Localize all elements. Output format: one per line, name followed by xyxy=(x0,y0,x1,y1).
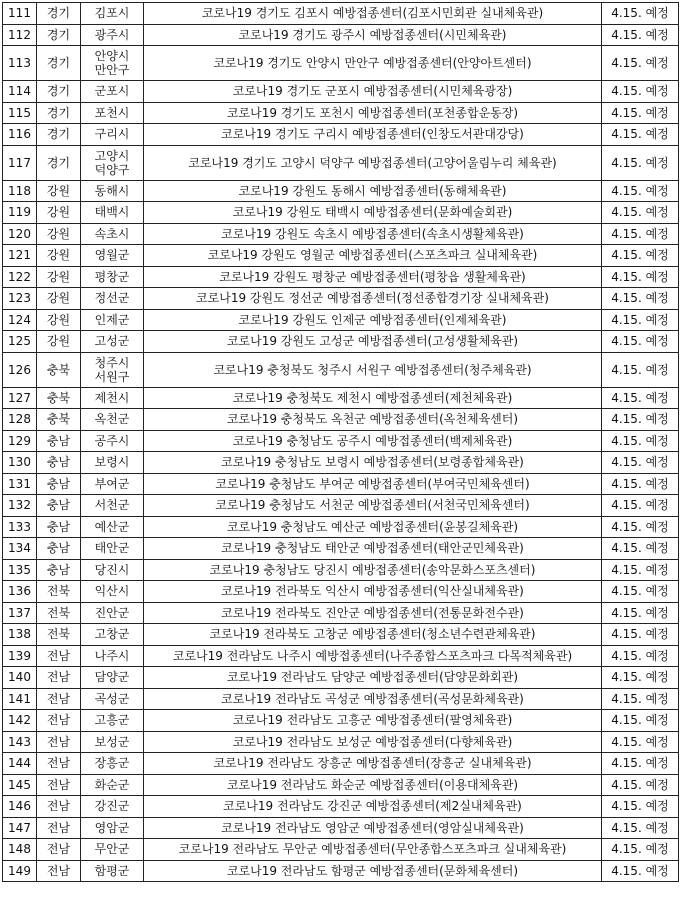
region-cell: 충북 xyxy=(37,352,81,387)
table-row xyxy=(3,124,679,146)
open-date-cell: 4.15. 예정 xyxy=(602,624,679,646)
region-cell: 경기 xyxy=(37,124,81,146)
table-row xyxy=(3,753,679,775)
table-row xyxy=(3,796,679,818)
region-cell: 경기 xyxy=(37,3,81,25)
table-row xyxy=(3,839,679,861)
center-name-cell: 코로나19 전라남도 영암군 예방접종센터(영암실내체육관) xyxy=(144,817,602,839)
city-cell xyxy=(81,180,144,202)
city-name: 공주시 xyxy=(94,433,130,448)
center-name-cell: 코로나19 충청남도 서천군 예방접종센터(서천국민체육센터) xyxy=(144,495,602,517)
center-name-cell: 코로나19 충청남도 보령시 예방접종센터(보령종합체육관) xyxy=(144,452,602,474)
city-name: 예산군 xyxy=(94,519,130,534)
table-row xyxy=(3,352,679,387)
table-row xyxy=(3,624,679,646)
region-cell: 충북 xyxy=(37,409,81,431)
row-number: 121 xyxy=(3,245,37,267)
city-cell xyxy=(81,24,144,46)
table-row xyxy=(3,581,679,603)
row-number: 131 xyxy=(3,473,37,495)
city-name: 영월군 xyxy=(94,248,130,263)
row-number: 138 xyxy=(3,624,37,646)
region-cell: 경기 xyxy=(37,81,81,103)
open-date-cell: 4.15. 예정 xyxy=(602,688,679,710)
table-row xyxy=(3,473,679,495)
city-name: 광주시 xyxy=(94,27,130,42)
city-name: 익산시 xyxy=(94,584,130,599)
city-cell xyxy=(81,796,144,818)
city-name: 장흥군 xyxy=(94,756,130,771)
city-cell xyxy=(81,667,144,689)
table-row xyxy=(3,538,679,560)
table-row xyxy=(3,409,679,431)
city-cell xyxy=(81,266,144,288)
open-date-cell: 4.15. 예정 xyxy=(602,731,679,753)
center-name-cell: 코로나19 충청남도 부여군 예방접종센터(부여국민체육센터) xyxy=(144,473,602,495)
open-date-cell: 4.15. 예정 xyxy=(602,710,679,732)
row-number: 128 xyxy=(3,409,37,431)
city-cell xyxy=(81,581,144,603)
open-date-cell: 4.15. 예정 xyxy=(602,145,679,180)
city-cell xyxy=(81,774,144,796)
table-row xyxy=(3,602,679,624)
table-row xyxy=(3,46,679,81)
center-name-cell: 코로나19 전라남도 무안군 예방접종센터(무안종합스포츠파크 실내체육관) xyxy=(144,839,602,861)
open-date-cell: 4.15. 예정 xyxy=(602,452,679,474)
row-number: 148 xyxy=(3,839,37,861)
table-row xyxy=(3,102,679,124)
open-date-cell: 4.15. 예정 xyxy=(602,860,679,882)
region-cell: 전남 xyxy=(37,860,81,882)
city-name: 진안군 xyxy=(94,605,130,620)
center-name-cell: 코로나19 전라남도 담양군 예방접종센터(담양문화회관) xyxy=(144,667,602,689)
city-name: 평창군 xyxy=(94,269,130,284)
city-name: 고흥군 xyxy=(94,713,130,728)
open-date-cell: 4.15. 예정 xyxy=(602,309,679,331)
region-cell: 강원 xyxy=(37,266,81,288)
city-cell xyxy=(81,817,144,839)
row-number: 144 xyxy=(3,753,37,775)
row-number: 123 xyxy=(3,288,37,310)
row-number: 127 xyxy=(3,387,37,409)
city-cell xyxy=(81,753,144,775)
region-cell: 전남 xyxy=(37,731,81,753)
open-date-cell: 4.15. 예정 xyxy=(602,796,679,818)
city-cell xyxy=(81,538,144,560)
city-name: 속초시 xyxy=(94,226,130,241)
region-cell: 전남 xyxy=(37,710,81,732)
row-number: 132 xyxy=(3,495,37,517)
region-cell: 충남 xyxy=(37,473,81,495)
table-row xyxy=(3,202,679,224)
table-row xyxy=(3,309,679,331)
table-row xyxy=(3,24,679,46)
open-date-cell: 4.15. 예정 xyxy=(602,223,679,245)
city-cell xyxy=(81,46,144,81)
center-name-cell: 코로나19 전라남도 화순군 예방접종센터(이용대체육관) xyxy=(144,774,602,796)
region-cell: 경기 xyxy=(37,102,81,124)
center-name-cell: 코로나19 충청북도 제천시 예방접종센터(제천체육관) xyxy=(144,387,602,409)
open-date-cell: 4.15. 예정 xyxy=(602,81,679,103)
open-date-cell: 4.15. 예정 xyxy=(602,202,679,224)
region-cell: 충남 xyxy=(37,516,81,538)
center-name-cell: 코로나19 전라남도 곡성군 예방접종센터(곡성문화체육관) xyxy=(144,688,602,710)
city-name: 화순군 xyxy=(94,777,130,792)
center-name-cell: 코로나19 강원도 정선군 예방접종센터(정선종합경기장 실내체육관) xyxy=(144,288,602,310)
table-row xyxy=(3,731,679,753)
table-row xyxy=(3,245,679,267)
region-cell: 충남 xyxy=(37,559,81,581)
city-cell xyxy=(81,102,144,124)
center-name-cell: 코로나19 강원도 인제군 예방접종센터(인제체육관) xyxy=(144,309,602,331)
open-date-cell: 4.15. 예정 xyxy=(602,288,679,310)
table-row xyxy=(3,331,679,353)
row-number: 117 xyxy=(3,145,37,180)
open-date-cell: 4.15. 예정 xyxy=(602,817,679,839)
city-cell xyxy=(81,309,144,331)
table-row xyxy=(3,266,679,288)
region-cell: 충남 xyxy=(37,495,81,517)
city-cell xyxy=(81,559,144,581)
city-cell xyxy=(81,145,144,180)
city-name: 서천군 xyxy=(94,498,130,513)
region-cell: 전남 xyxy=(37,667,81,689)
center-name-cell: 코로나19 경기도 군포시 예방접종센터(시민체육광장) xyxy=(144,81,602,103)
open-date-cell: 4.15. 예정 xyxy=(602,774,679,796)
open-date-cell: 4.15. 예정 xyxy=(602,516,679,538)
city-name: 고성군 xyxy=(94,334,130,349)
open-date-cell: 4.15. 예정 xyxy=(602,645,679,667)
center-name-cell: 코로나19 경기도 구리시 예방접종센터(인창도서관대강당) xyxy=(144,124,602,146)
city-name: 보령시 xyxy=(94,455,130,470)
row-number: 112 xyxy=(3,24,37,46)
region-cell: 전남 xyxy=(37,753,81,775)
city-name: 인제군 xyxy=(94,312,130,327)
row-number: 130 xyxy=(3,452,37,474)
table-body xyxy=(3,3,679,882)
center-name-cell: 코로나19 충청남도 공주시 예방접종센터(백제체육관) xyxy=(144,430,602,452)
region-cell: 전북 xyxy=(37,624,81,646)
region-cell: 전남 xyxy=(37,688,81,710)
table-row xyxy=(3,817,679,839)
row-number: 142 xyxy=(3,710,37,732)
region-cell: 충남 xyxy=(37,430,81,452)
city-name: 동해시 xyxy=(94,183,130,198)
row-number: 124 xyxy=(3,309,37,331)
open-date-cell: 4.15. 예정 xyxy=(602,667,679,689)
table-row xyxy=(3,223,679,245)
region-cell: 경기 xyxy=(37,46,81,81)
table-row xyxy=(3,180,679,202)
center-name-cell: 코로나19 전라남도 장흥군 예방접종센터(장흥군 실내체육관) xyxy=(144,753,602,775)
city-name: 영암군 xyxy=(94,820,130,835)
center-name-cell: 코로나19 전라남도 나주시 예방접종센터(나주종합스포츠파크 다목적체육관) xyxy=(144,645,602,667)
row-number: 111 xyxy=(3,3,37,25)
region-cell: 충남 xyxy=(37,452,81,474)
table-row xyxy=(3,452,679,474)
row-number: 122 xyxy=(3,266,37,288)
center-name-cell: 코로나19 강원도 영월군 예방접종센터(스포츠파크 실내체육관) xyxy=(144,245,602,267)
city-cell xyxy=(81,81,144,103)
row-number: 120 xyxy=(3,223,37,245)
center-name-cell: 코로나19 전라남도 고흥군 예방접종센터(팔영체육관) xyxy=(144,710,602,732)
city-cell xyxy=(81,860,144,882)
region-cell: 충북 xyxy=(37,387,81,409)
open-date-cell: 4.15. 예정 xyxy=(602,266,679,288)
open-date-cell: 4.15. 예정 xyxy=(602,495,679,517)
region-cell: 강원 xyxy=(37,288,81,310)
city-name: 부여군 xyxy=(94,476,130,491)
row-number: 116 xyxy=(3,124,37,146)
city-name: 나주시 xyxy=(94,648,130,663)
center-name-cell: 코로나19 전라남도 보성군 예방접종센터(다향체육관) xyxy=(144,731,602,753)
city-cell xyxy=(81,288,144,310)
city-name: 옥천군 xyxy=(94,412,130,427)
region-cell: 전남 xyxy=(37,796,81,818)
center-name-cell: 코로나19 충청북도 청주시 서원구 예방접종센터(청주체육관) xyxy=(144,352,602,387)
row-number: 129 xyxy=(3,430,37,452)
row-number: 145 xyxy=(3,774,37,796)
center-name-cell: 코로나19 충청남도 당진시 예방접종센터(송악문화스포츠센터) xyxy=(144,559,602,581)
table-row xyxy=(3,145,679,180)
center-name-cell: 코로나19 강원도 속초시 예방접종센터(속초시생활체육관) xyxy=(144,223,602,245)
center-name-cell: 코로나19 전라북도 고창군 예방접종센터(청소년수련관체육관) xyxy=(144,624,602,646)
region-cell: 전남 xyxy=(37,817,81,839)
row-number: 146 xyxy=(3,796,37,818)
city-name: 정선군 xyxy=(94,291,130,306)
row-number: 137 xyxy=(3,602,37,624)
city-cell xyxy=(81,473,144,495)
row-number: 141 xyxy=(3,688,37,710)
row-number: 149 xyxy=(3,860,37,882)
row-number: 147 xyxy=(3,817,37,839)
open-date-cell: 4.15. 예정 xyxy=(602,331,679,353)
open-date-cell: 4.15. 예정 xyxy=(602,430,679,452)
city-name: 곡성군 xyxy=(94,691,130,706)
open-date-cell: 4.15. 예정 xyxy=(602,46,679,81)
city-cell xyxy=(81,839,144,861)
city-cell xyxy=(81,202,144,224)
row-number: 115 xyxy=(3,102,37,124)
table-row xyxy=(3,559,679,581)
vaccination-center-table xyxy=(2,2,679,882)
city-cell xyxy=(81,516,144,538)
city-name: 당진시 xyxy=(94,562,130,577)
city-name: 서원구 xyxy=(94,369,130,384)
table-row xyxy=(3,495,679,517)
table-row xyxy=(3,516,679,538)
region-cell: 전남 xyxy=(37,839,81,861)
city-cell xyxy=(81,387,144,409)
city-cell xyxy=(81,688,144,710)
open-date-cell: 4.15. 예정 xyxy=(602,387,679,409)
open-date-cell: 4.15. 예정 xyxy=(602,409,679,431)
city-name: 만안구 xyxy=(94,63,130,77)
row-number: 136 xyxy=(3,581,37,603)
city-name: 군포시 xyxy=(94,84,130,99)
center-name-cell: 코로나19 경기도 포천시 예방접종센터(포천종합운동장) xyxy=(144,102,602,124)
city-cell xyxy=(81,352,144,387)
center-name-cell: 코로나19 전라북도 익산시 예방접종센터(익산실내체육관) xyxy=(144,581,602,603)
open-date-cell: 4.15. 예정 xyxy=(602,602,679,624)
region-cell: 강원 xyxy=(37,202,81,224)
center-name-cell: 코로나19 경기도 광주시 예방접종센터(시민체육관) xyxy=(144,24,602,46)
city-name: 제천시 xyxy=(94,390,130,405)
city-name: 무안군 xyxy=(94,842,130,857)
city-cell xyxy=(81,331,144,353)
city-cell xyxy=(81,495,144,517)
region-cell: 전남 xyxy=(37,645,81,667)
center-name-cell: 코로나19 경기도 안양시 만안구 예방접종센터(안양아트센터) xyxy=(144,46,602,81)
open-date-cell: 4.15. 예정 xyxy=(602,473,679,495)
open-date-cell: 4.15. 예정 xyxy=(602,538,679,560)
table-row xyxy=(3,860,679,882)
row-number: 113 xyxy=(3,46,37,81)
center-name-cell: 코로나19 강원도 동해시 예방접종센터(동해체육관) xyxy=(144,180,602,202)
region-cell: 강원 xyxy=(37,180,81,202)
city-cell xyxy=(81,624,144,646)
city-name: 고창군 xyxy=(94,627,130,642)
open-date-cell: 4.15. 예정 xyxy=(602,124,679,146)
city-cell xyxy=(81,409,144,431)
city-cell xyxy=(81,245,144,267)
city-cell xyxy=(81,3,144,25)
region-cell: 강원 xyxy=(37,245,81,267)
open-date-cell: 4.15. 예정 xyxy=(602,102,679,124)
row-number: 114 xyxy=(3,81,37,103)
table-row xyxy=(3,667,679,689)
city-name: 포천시 xyxy=(94,105,130,120)
row-number: 140 xyxy=(3,667,37,689)
city-name: 김포시 xyxy=(94,6,130,21)
region-cell: 전북 xyxy=(37,581,81,603)
table-row xyxy=(3,774,679,796)
open-date-cell: 4.15. 예정 xyxy=(602,839,679,861)
city-cell xyxy=(81,430,144,452)
open-date-cell: 4.15. 예정 xyxy=(602,581,679,603)
row-number: 143 xyxy=(3,731,37,753)
center-name-cell: 코로나19 충청북도 옥천군 예방접종센터(옥천체육센터) xyxy=(144,409,602,431)
city-name: 고양시 xyxy=(94,148,130,163)
table-row xyxy=(3,288,679,310)
region-cell: 강원 xyxy=(37,223,81,245)
city-name: 구리시 xyxy=(94,127,130,142)
center-name-cell: 코로나19 경기도 고양시 덕양구 예방접종센터(고양어울림누리 체육관) xyxy=(144,145,602,180)
center-name-cell: 코로나19 충청남도 태안군 예방접종센터(태안군민체육관) xyxy=(144,538,602,560)
city-cell xyxy=(81,602,144,624)
city-cell xyxy=(81,223,144,245)
table-row xyxy=(3,645,679,667)
city-name: 태안군 xyxy=(94,541,130,556)
city-name: 태백시 xyxy=(94,205,130,220)
city-cell xyxy=(81,124,144,146)
region-cell: 경기 xyxy=(37,24,81,46)
center-name-cell: 코로나19 전라남도 함평군 예방접종센터(문화체육센터) xyxy=(144,860,602,882)
row-number: 134 xyxy=(3,538,37,560)
table-row xyxy=(3,387,679,409)
open-date-cell: 4.15. 예정 xyxy=(602,245,679,267)
open-date-cell: 4.15. 예정 xyxy=(602,352,679,387)
row-number: 135 xyxy=(3,559,37,581)
table-row xyxy=(3,688,679,710)
region-cell: 강원 xyxy=(37,331,81,353)
open-date-cell: 4.15. 예정 xyxy=(602,3,679,25)
city-cell xyxy=(81,710,144,732)
city-name: 안양시 xyxy=(94,49,130,63)
region-cell: 전북 xyxy=(37,602,81,624)
open-date-cell: 4.15. 예정 xyxy=(602,753,679,775)
region-cell: 경기 xyxy=(37,145,81,180)
center-name-cell: 코로나19 전라남도 강진군 예방접종센터(제2실내체육관) xyxy=(144,796,602,818)
row-number: 133 xyxy=(3,516,37,538)
open-date-cell: 4.15. 예정 xyxy=(602,180,679,202)
table-row xyxy=(3,430,679,452)
city-cell xyxy=(81,452,144,474)
center-name-cell: 코로나19 강원도 평창군 예방접종센터(평창읍 생활체육관) xyxy=(144,266,602,288)
center-name-cell: 코로나19 전라북도 진안군 예방접종센터(전통문화전수관) xyxy=(144,602,602,624)
table-row xyxy=(3,710,679,732)
table-row xyxy=(3,81,679,103)
row-number: 139 xyxy=(3,645,37,667)
city-name: 덕양구 xyxy=(94,162,130,177)
city-name: 담양군 xyxy=(94,670,130,685)
row-number: 118 xyxy=(3,180,37,202)
city-cell xyxy=(81,731,144,753)
center-name-cell: 코로나19 경기도 김포시 예방접종센터(김포시민회관 실내체육관) xyxy=(144,3,602,25)
open-date-cell: 4.15. 예정 xyxy=(602,559,679,581)
region-cell: 강원 xyxy=(37,309,81,331)
city-name: 함평군 xyxy=(94,863,130,878)
city-name: 강진군 xyxy=(94,799,130,814)
center-name-cell: 코로나19 강원도 고성군 예방접종센터(고성생활체육관) xyxy=(144,331,602,353)
city-name: 청주시 xyxy=(94,355,130,370)
row-number: 125 xyxy=(3,331,37,353)
center-name-cell: 코로나19 강원도 태백시 예방접종센터(문화예술회관) xyxy=(144,202,602,224)
row-number: 126 xyxy=(3,352,37,387)
region-cell: 충남 xyxy=(37,538,81,560)
center-name-cell: 코로나19 충청남도 예산군 예방접종센터(윤봉길체육관) xyxy=(144,516,602,538)
table-row xyxy=(3,3,679,25)
region-cell: 전남 xyxy=(37,774,81,796)
city-name: 보성군 xyxy=(94,734,130,749)
city-cell xyxy=(81,645,144,667)
row-number: 119 xyxy=(3,202,37,224)
open-date-cell: 4.15. 예정 xyxy=(602,24,679,46)
